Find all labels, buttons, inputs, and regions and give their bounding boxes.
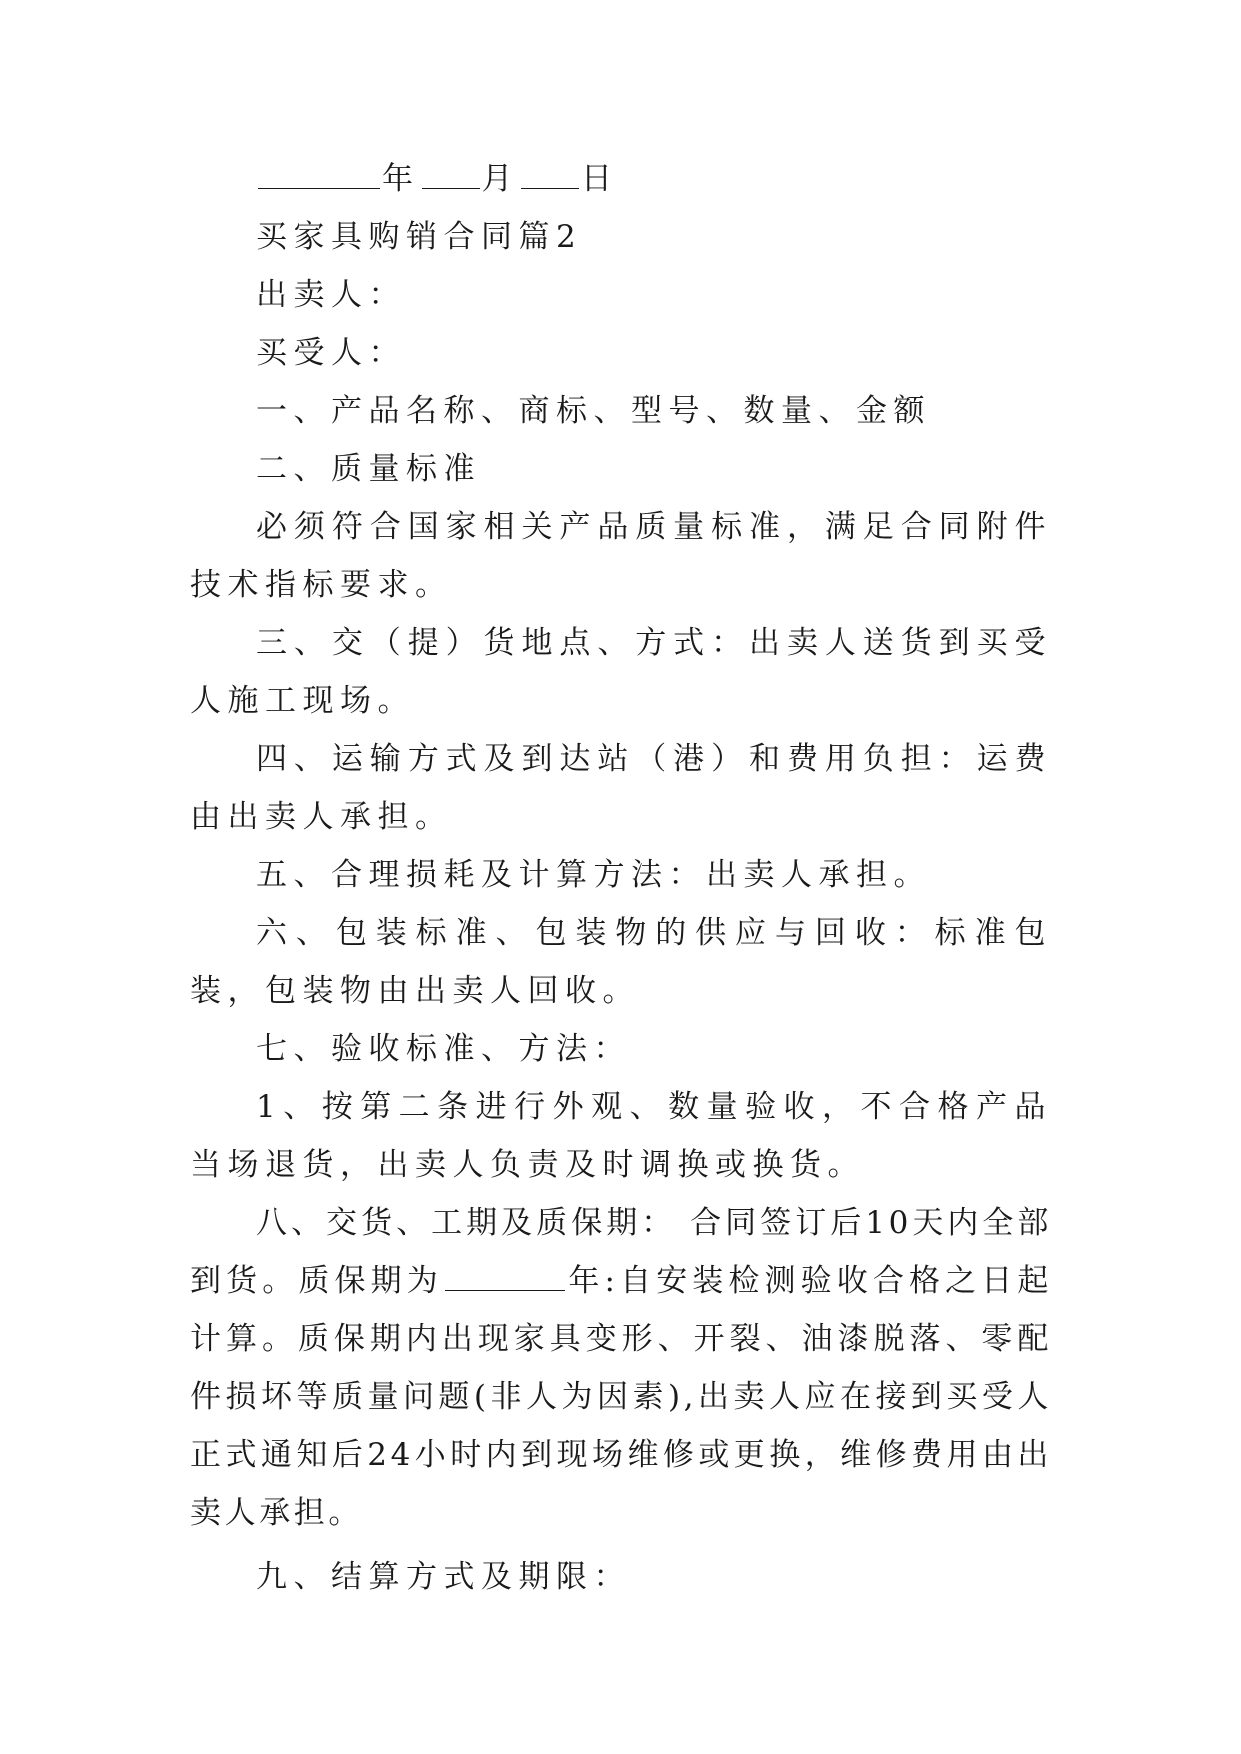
day-label: 日: [581, 161, 619, 197]
month-label: 月: [481, 161, 519, 197]
clause-6: 六、包装标准、包装物的供应与回收：标准包装，包装物由出卖人回收。: [190, 915, 1052, 1009]
contract-page: [190, 150, 1052, 1606]
clause-7-item-1: 1、按第二条进行外观、数量验收，不合格产品当场退货，出卖人负责及时调换或换货。: [190, 1089, 1052, 1183]
clause-8-part-1: 八、交货、工期及质保期： 合同签订后10天内全部到货。质保期为: [190, 1205, 1052, 1299]
seller-line: 出卖人：: [256, 277, 406, 313]
month-blank: [422, 158, 480, 189]
clause-4: 四、运输方式及到达站（港）和费用负担：运费由出卖人承担。: [190, 741, 1052, 835]
clause-5: 五、合理损耗及计算方法：出卖人承担。: [256, 857, 931, 893]
buyer-line: 买受人：: [256, 335, 406, 371]
clause-7-heading: 七、验收标准、方法：: [256, 1031, 631, 1067]
clause-2-heading: 二、质量标准: [256, 451, 481, 487]
clause-1: 一、产品名称、商标、型号、数量、金额: [256, 393, 931, 429]
clause-8: [190, 1194, 1052, 1542]
clause-3: 三、交（提）货地点、方式：出卖人送货到买受人施工现场。: [190, 625, 1052, 719]
date-line: [190, 150, 1052, 208]
day-blank: [521, 158, 579, 189]
year-blank: [258, 158, 380, 189]
clause-9-heading: 九、结算方式及期限：: [256, 1559, 631, 1595]
clause-2-body: 必须符合国家相关产品质量标准，满足合同附件技术指标要求。: [190, 509, 1052, 603]
clause-8-part-2: 年:自安装检测验收合格之日起计算。质保期内出现家具变形、开裂、油漆脱落、零配件损坏等质量问题(非人为因素),出卖人应在接到买受人正式通知后24小时内到现场维修或更换，维修费用由出卖人承担。: [190, 1263, 1053, 1531]
warranty-years-blank: [445, 1260, 565, 1291]
year-label: 年: [382, 161, 420, 197]
contract-title: 买家具购销合同篇2: [256, 219, 583, 255]
